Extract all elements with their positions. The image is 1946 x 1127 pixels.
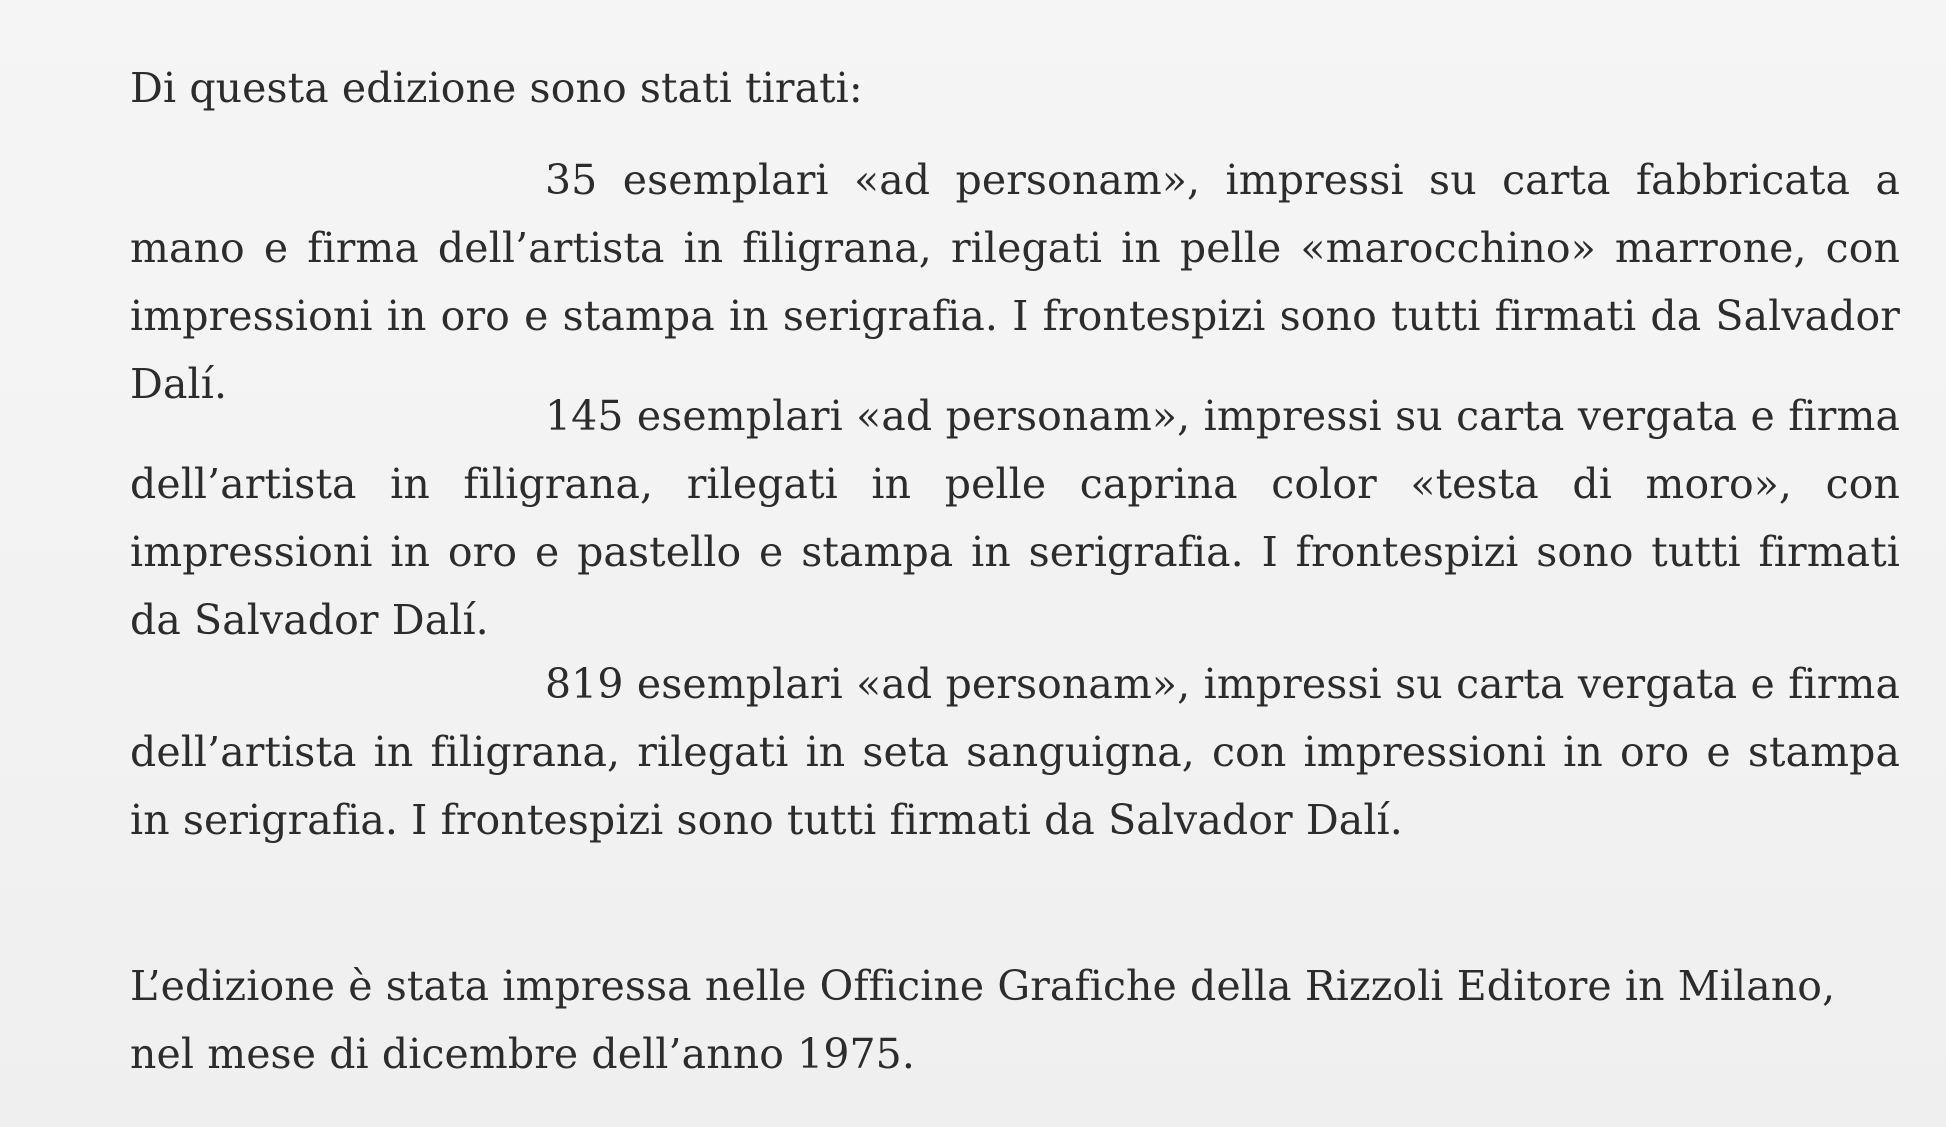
edition-intro: Di questa edizione sono stati tirati: (130, 64, 863, 112)
edition-tier-145: 145 esemplari «ad personam», impressi su carta vergata e firma dell’artista in filigrana, rilegati in pelle caprina color «testa di moro», con impressioni in oro e pastello e stampa in serigrafia. I frontespizi sono tutti firmati da Salvador Dalí. (130, 392, 1900, 644)
edition-tier-819: 819 esemplari «ad personam», impressi su carta vergata e firma dell’artista in filigrana, rilegati in seta sanguigna, con impressioni in oro e stampa in serigrafia. I frontespizi sono tutti firmati da Salvador Dalí. (130, 660, 1900, 844)
printing-colophon: L’edizione è stata impressa nelle Officine Grafiche della Rizzoli Editore in Milano, nel mese di dicembre dell’anno 1975. (130, 962, 1836, 1078)
edition-tier-35: 35 esemplari «ad personam», impressi su carta fabbricata a mano e firma dell’artista in filigrana, rilegati in pelle «marocchino» marrone, con impressioni in oro e stampa in serigrafia. I frontespizi sono tutti firmati da Salvador Dalí. (130, 156, 1900, 408)
